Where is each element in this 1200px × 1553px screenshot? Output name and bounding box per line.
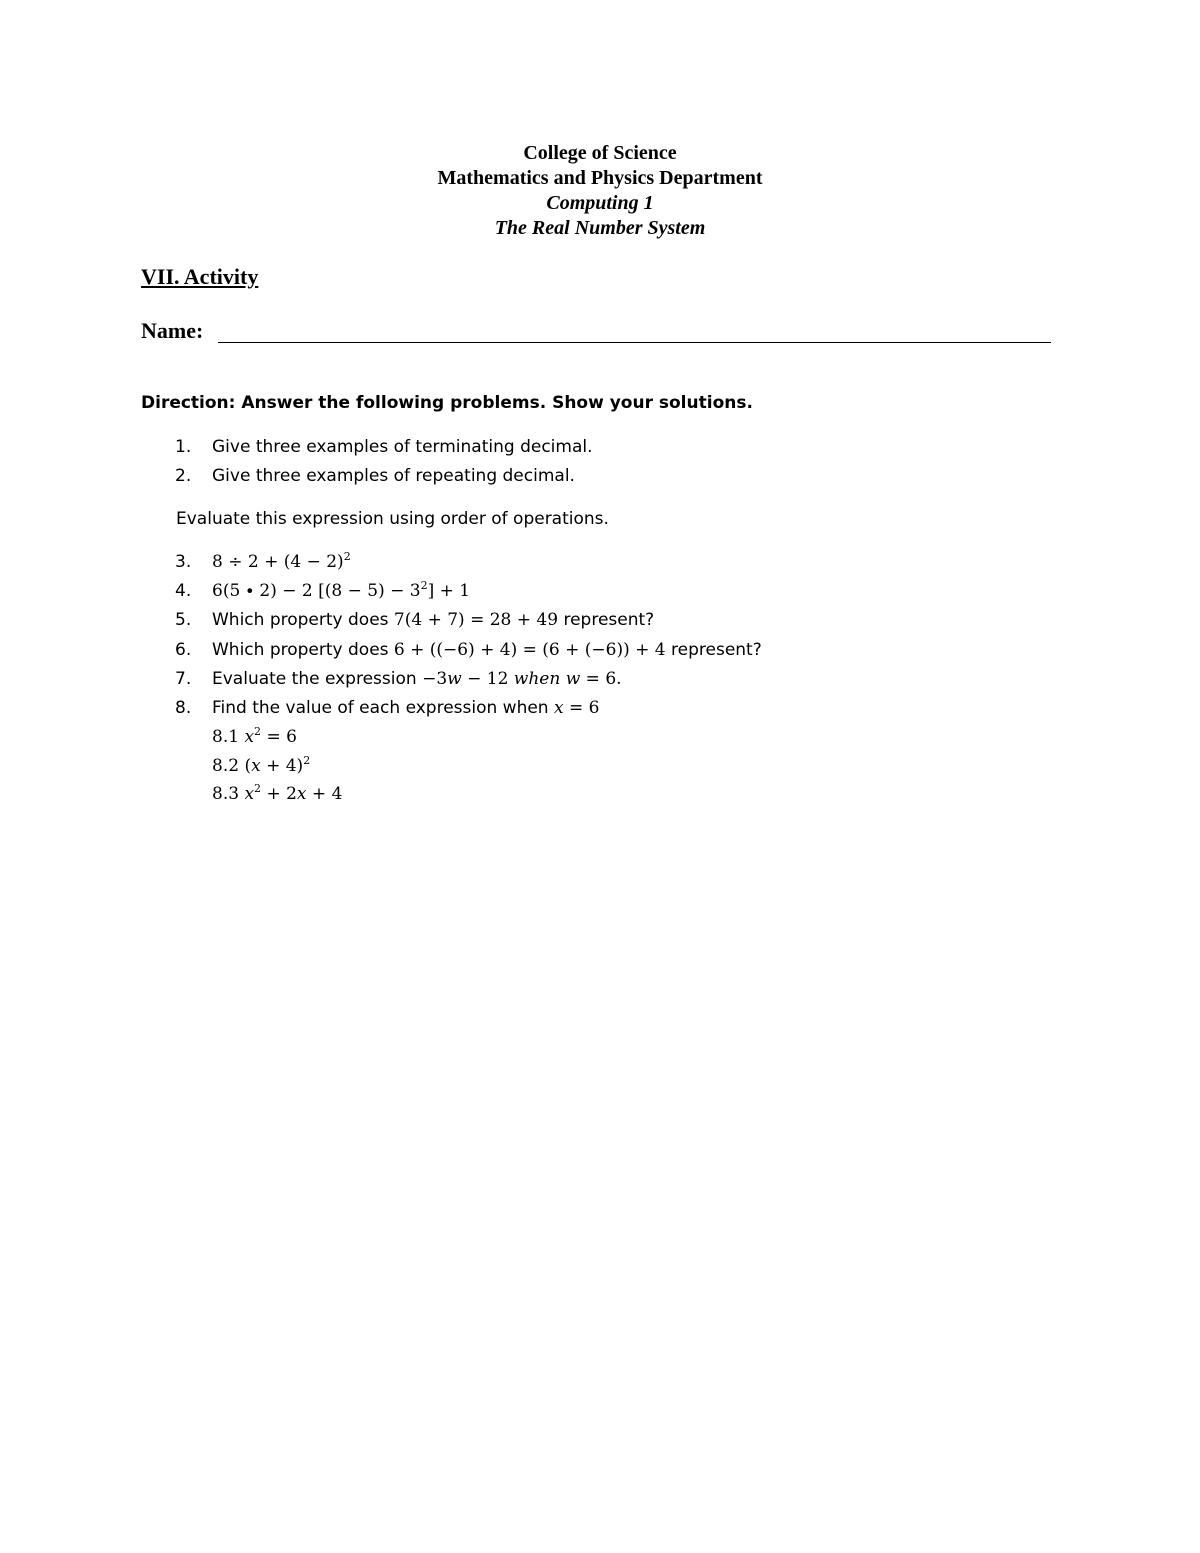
item-text <box>212 697 599 719</box>
exponent: 2 <box>420 579 428 592</box>
exponent: 2 <box>254 725 262 738</box>
sub-item-label: 8.1 <box>212 727 245 747</box>
list-item-4 <box>0 580 1200 602</box>
expression-text: 7(4 + 7) = 28 + 49 <box>393 610 559 630</box>
name-label: Name: <box>141 318 204 343</box>
sub-item-expression <box>212 755 310 777</box>
variable: x <box>296 784 307 804</box>
expression-text: + 4 <box>306 784 343 804</box>
question-text: Which property does <box>212 610 394 630</box>
item-number: 4. <box>175 581 192 601</box>
expression <box>554 698 599 718</box>
exponent: 2 <box>254 782 262 795</box>
list-item-1 <box>0 436 1200 458</box>
item-number: 2. <box>175 466 192 486</box>
expression-text: ( <box>244 756 252 776</box>
expression-text: − 12 <box>461 669 514 689</box>
question-text: Find the value of each expression when <box>212 698 554 718</box>
question-text: Evaluate the expression <box>212 669 423 689</box>
item-text: Give three examples of repeating decimal. <box>212 466 575 486</box>
direction-text: Direction: Answer the following problems. Show your solutions. <box>141 393 753 413</box>
item-expression <box>212 580 470 602</box>
list-item-3 <box>0 551 1200 573</box>
document-header <box>0 141 1200 241</box>
item-text <box>212 609 654 631</box>
activity-title: VII. Activity <box>141 264 259 289</box>
topic-title: The Real Number System <box>494 217 706 239</box>
item-number: 6. <box>175 640 192 660</box>
variable: x <box>244 784 255 804</box>
sub-item-expression <box>212 783 342 805</box>
item-text <box>212 639 762 661</box>
list-item-2 <box>0 465 1200 487</box>
list-item-5 <box>0 609 1200 631</box>
variable: w <box>560 669 581 689</box>
expression-text: = 6 <box>563 698 600 718</box>
expression-text: + 2 <box>261 784 297 804</box>
item-number: 5. <box>175 610 192 630</box>
course-name: Computing 1 <box>546 192 654 214</box>
exponent: 2 <box>303 754 311 767</box>
expression-text: + 4) <box>260 756 304 776</box>
question-text: represent? <box>665 640 762 660</box>
expression-text: ] + 1 <box>427 581 471 601</box>
item-expression <box>212 551 351 573</box>
sub-item-label: 8.3 <box>212 784 245 804</box>
sub-item-8-2 <box>0 755 1200 777</box>
expression-text: 6 + ((−6) + 4) = (6 + (−6)) + 4 <box>393 640 666 660</box>
department-name: Mathematics and Physics Department <box>437 167 763 189</box>
expression-text: = 6 <box>261 727 297 747</box>
item-number: 8. <box>175 698 192 718</box>
item-text <box>212 668 622 690</box>
evaluate-instruction: Evaluate this expression using order of operations. <box>176 509 609 529</box>
exponent: 2 <box>343 550 351 563</box>
expression-text: = 6. <box>580 669 622 689</box>
item-number: 3. <box>175 552 192 572</box>
college-name: College of Science <box>523 142 677 164</box>
variable: x <box>553 698 564 718</box>
sub-item-label: 8.2 <box>212 756 245 776</box>
variable: x <box>251 756 261 776</box>
list-item-6 <box>0 639 1200 661</box>
item-number: 1. <box>175 437 192 457</box>
variable: w <box>447 669 462 689</box>
sub-item-expression <box>212 726 297 748</box>
variable: x <box>244 727 255 747</box>
name-blank-line[interactable] <box>218 342 1051 343</box>
sub-item-8-1 <box>0 726 1200 748</box>
item-number: 7. <box>175 669 192 689</box>
expression-text: 6(5 ∙ 2) − 2 [(8 − 5) − 3 <box>212 581 421 601</box>
list-item-8 <box>0 697 1200 719</box>
item-text: Give three examples of terminating decimal. <box>212 437 593 457</box>
question-text: represent? <box>558 610 655 630</box>
list-item-7 <box>0 668 1200 690</box>
expression-text: −3 <box>422 669 448 689</box>
expression-text: 8 ÷ 2 + (4 − 2) <box>212 552 344 572</box>
variable: when <box>513 669 561 689</box>
expression <box>422 669 621 689</box>
question-text: Which property does <box>212 640 394 660</box>
sub-item-8-3 <box>0 783 1200 805</box>
